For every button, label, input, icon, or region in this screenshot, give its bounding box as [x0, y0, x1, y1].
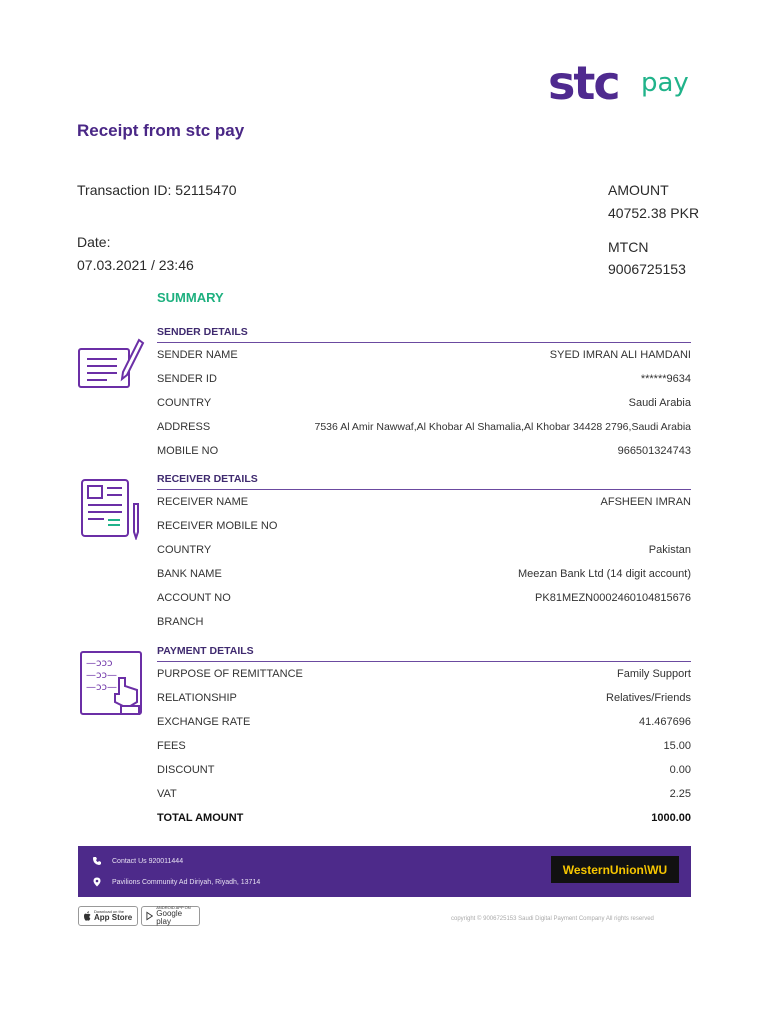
amount-label: AMOUNT	[608, 182, 669, 198]
row-label: EXCHANGE RATE	[157, 716, 251, 728]
receiver-branch-row	[157, 610, 691, 634]
row-label: DISCOUNT	[157, 764, 215, 776]
row-value: 7536 Al Amir Nawwaf,Al Khobar Al Shamalia,Al Khobar 34428 2796,Saudi Arabia	[314, 421, 691, 433]
western-union-logo: WesternUnion\WU	[551, 856, 679, 883]
sender-id-row	[157, 367, 691, 391]
row-value: ******9634	[640, 373, 691, 385]
discount-row	[157, 758, 691, 782]
footer-bar	[78, 846, 691, 897]
sender-country-row	[157, 391, 691, 415]
app-store-text: App Store	[94, 913, 133, 922]
stc-pay-logo	[548, 56, 698, 112]
mtcn-value: 9006725153	[608, 261, 686, 277]
row-value: AFSHEEN IMRAN	[600, 496, 691, 508]
svg-text:—ɔɔ—: —ɔɔ—	[86, 682, 117, 693]
row-value: 41.467696	[639, 716, 691, 728]
payment-details-heading: PAYMENT DETAILS	[157, 645, 691, 662]
sender-name-row	[157, 343, 691, 367]
receiver-account-row	[157, 586, 691, 610]
phone-icon	[92, 856, 102, 866]
location-pin-icon	[92, 877, 102, 887]
row-label: COUNTRY	[157, 397, 212, 409]
svg-text:—ɔɔɔ: —ɔɔɔ	[86, 658, 113, 669]
row-value: 15.00	[663, 740, 691, 752]
logo-pay: pay	[641, 68, 689, 98]
sender-mobile-row	[157, 439, 691, 463]
amount-value: 40752.38 PKR	[608, 205, 700, 221]
transaction-id: Transaction ID: 52115470	[77, 182, 237, 198]
payment-rows	[157, 662, 691, 830]
copyright-text: copyright © 9006725153 Saudi Digital Payment Company All rights reserved	[451, 916, 654, 922]
row-value: PK81MEZN0002460104815676	[535, 592, 691, 604]
row-value: Pakistan	[648, 544, 691, 556]
sender-details-heading: SENDER DETAILS	[157, 326, 691, 343]
app-store-small-text: Download on the	[94, 909, 125, 914]
total-amount-label: TOTAL AMOUNT	[157, 812, 244, 824]
receiver-country-row	[157, 538, 691, 562]
google-play-badge[interactable]	[141, 906, 200, 926]
row-value: 2.25	[669, 788, 691, 800]
row-value: Family Support	[617, 668, 691, 680]
svg-text:—ɔɔ—: —ɔɔ—	[86, 670, 117, 681]
row-value: 966501324743	[617, 445, 691, 457]
row-label: ACCOUNT NO	[157, 592, 231, 604]
date-value: 07.03.2021 / 23:46	[77, 257, 194, 273]
google-play-small-text: ANDROID APP ON	[156, 905, 191, 910]
row-value: Relatives/Friends	[606, 692, 691, 704]
row-label: PURPOSE OF REMITTANCE	[157, 668, 303, 680]
contact-line	[92, 856, 183, 866]
row-value: Meezan Bank Ltd (14 digit account)	[517, 568, 691, 580]
row-label: RECEIVER NAME	[157, 496, 249, 508]
address-text: Pavilions Community Ad Diriyah, Riyadh, 13714	[112, 878, 261, 886]
receiver-rows	[157, 490, 691, 634]
total-amount-row	[157, 806, 691, 830]
row-label: BRANCH	[157, 616, 204, 628]
vat-row	[157, 782, 691, 806]
sender-details-icon	[77, 337, 145, 391]
receiver-details-icon	[80, 478, 142, 540]
row-label: COUNTRY	[157, 544, 212, 556]
payment-details-icon	[79, 650, 149, 718]
row-value: Saudi Arabia	[628, 397, 691, 409]
receiver-details-section	[157, 473, 691, 634]
row-label: ADDRESS	[157, 421, 211, 433]
row-label: RELATIONSHIP	[157, 692, 237, 704]
row-label: MOBILE NO	[157, 445, 219, 457]
row-label: SENDER NAME	[157, 349, 238, 361]
receiver-bank-row	[157, 562, 691, 586]
receiver-name-row	[157, 490, 691, 514]
row-value: 0.00	[669, 764, 691, 776]
payment-details-section	[157, 645, 691, 830]
relationship-row	[157, 686, 691, 710]
row-label: SENDER ID	[157, 373, 217, 385]
app-store-badge[interactable]	[78, 906, 138, 926]
fees-row	[157, 734, 691, 758]
row-label: VAT	[157, 788, 177, 800]
sender-address-row	[157, 415, 691, 439]
mtcn-label: MTCN	[608, 239, 649, 255]
contact-text[interactable]: Contact Us 920011444	[112, 857, 184, 865]
play-icon	[146, 911, 153, 921]
exchange-rate-row	[157, 710, 691, 734]
row-label: FEES	[157, 740, 186, 752]
apple-icon	[83, 911, 91, 921]
address-line	[92, 877, 260, 887]
logo-stc: stc	[548, 56, 619, 110]
total-amount-value: 1000.00	[651, 812, 691, 824]
sender-details-section	[157, 326, 691, 463]
receiver-mobile-row	[157, 514, 691, 538]
receipt-title: Receipt from stc pay	[77, 121, 245, 140]
sender-rows	[157, 343, 691, 463]
date-label: Date:	[77, 234, 111, 250]
row-label: BANK NAME	[157, 568, 222, 580]
google-play-text: Google play	[156, 909, 183, 926]
receiver-details-heading: RECEIVER DETAILS	[157, 473, 691, 490]
row-value: SYED IMRAN ALI HAMDANI	[549, 349, 691, 361]
summary-heading: SUMMARY	[157, 290, 224, 305]
purpose-row	[157, 662, 691, 686]
row-label: RECEIVER MOBILE NO	[157, 520, 278, 532]
